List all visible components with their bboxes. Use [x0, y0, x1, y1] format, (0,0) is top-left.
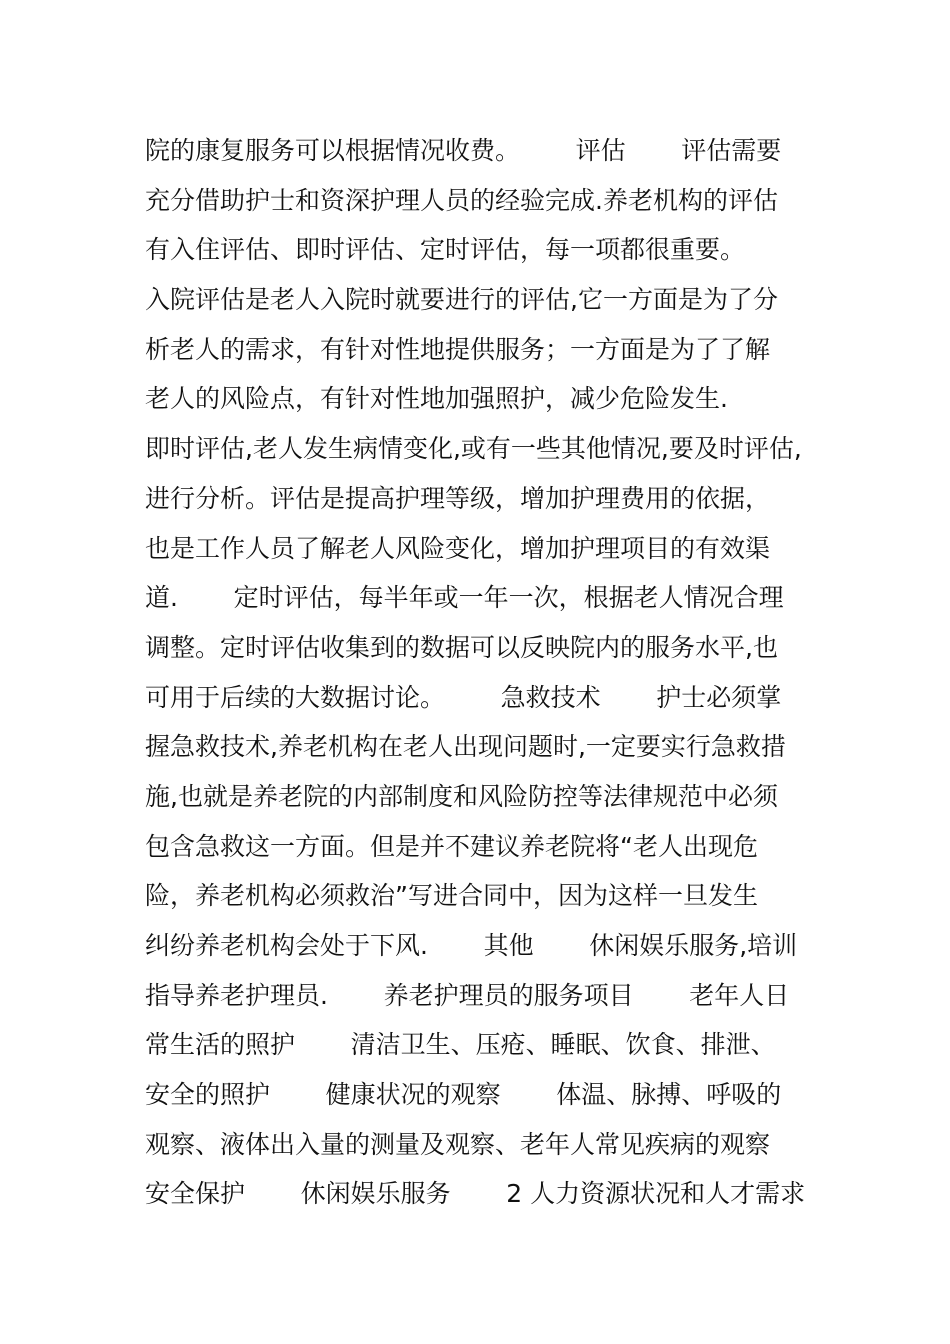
text-line: 观察、液体出入量的测量及观察、老年人常见疾病的观察 [145, 1129, 771, 1159]
text-line: 充分借助护士和资深护理人员的经验完成.养老机构的评估 [145, 185, 778, 215]
text-line: 即时评估,老人发生病情变化,或有一些其他情况,要及时评估, [145, 434, 802, 464]
text-line: 施,也就是养老院的内部制度和风险防控等法律规范中必须 [145, 781, 778, 811]
text-line: 安全的照护 健康状况的观察 体温、脉搏、呼吸的 [145, 1080, 782, 1110]
text-line: 入院评估是老人入院时就要进行的评估,它一方面是为了分 [145, 285, 778, 315]
text-line: 指导养老护理员. 养老护理员的服务项目 老年人日 [145, 980, 790, 1010]
text-line: 纠纷养老机构会处于下风. 其他 休闲娱乐服务,培训 [145, 931, 798, 960]
text-line: 析老人的需求，有针对性地提供服务；一方面是为了了解 [145, 334, 771, 364]
text-line: 常生活的照护 清洁卫生、压疮、睡眠、饮食、排泄、 [145, 1030, 776, 1060]
text-line: 包含急救这一方面。但是并不建议养老院将“老人出现危 [145, 831, 758, 861]
text-line: 安全保护 休闲娱乐服务 2 人力资源状况和人才需求 [145, 1179, 806, 1209]
body-text [145, 126, 835, 1219]
text-line: 也是工作人员了解老人风险变化，增加护理项目的有效渠 [145, 533, 771, 563]
text-line: 进行分析。评估是提高护理等级，增加护理费用的依据， [145, 483, 771, 513]
text-line: 可用于后续的大数据讨论。 急救技术 护士必须掌 [145, 682, 782, 712]
text-line: 院的康复服务可以根据情况收费。 评估 评估需要 [145, 136, 782, 165]
text-line: 调整。定时评估收集到的数据可以反映院内的服务水平,也 [145, 632, 778, 662]
text-line: 道. 定时评估，每半年或一年一次，根据老人情况合理 [145, 583, 784, 613]
text-line: 握急救技术,养老机构在老人出现问题时,一定要实行急救措 [145, 732, 786, 762]
text-line: 有入住评估、即时评估、定时评估，每一项都很重要。 [145, 235, 746, 265]
text-line: 险，养老机构必须救治”写进合同中，因为这样一旦发生 [145, 881, 758, 911]
text-line: 老人的风险点，有针对性地加强照护，减少危险发生. [145, 384, 728, 414]
